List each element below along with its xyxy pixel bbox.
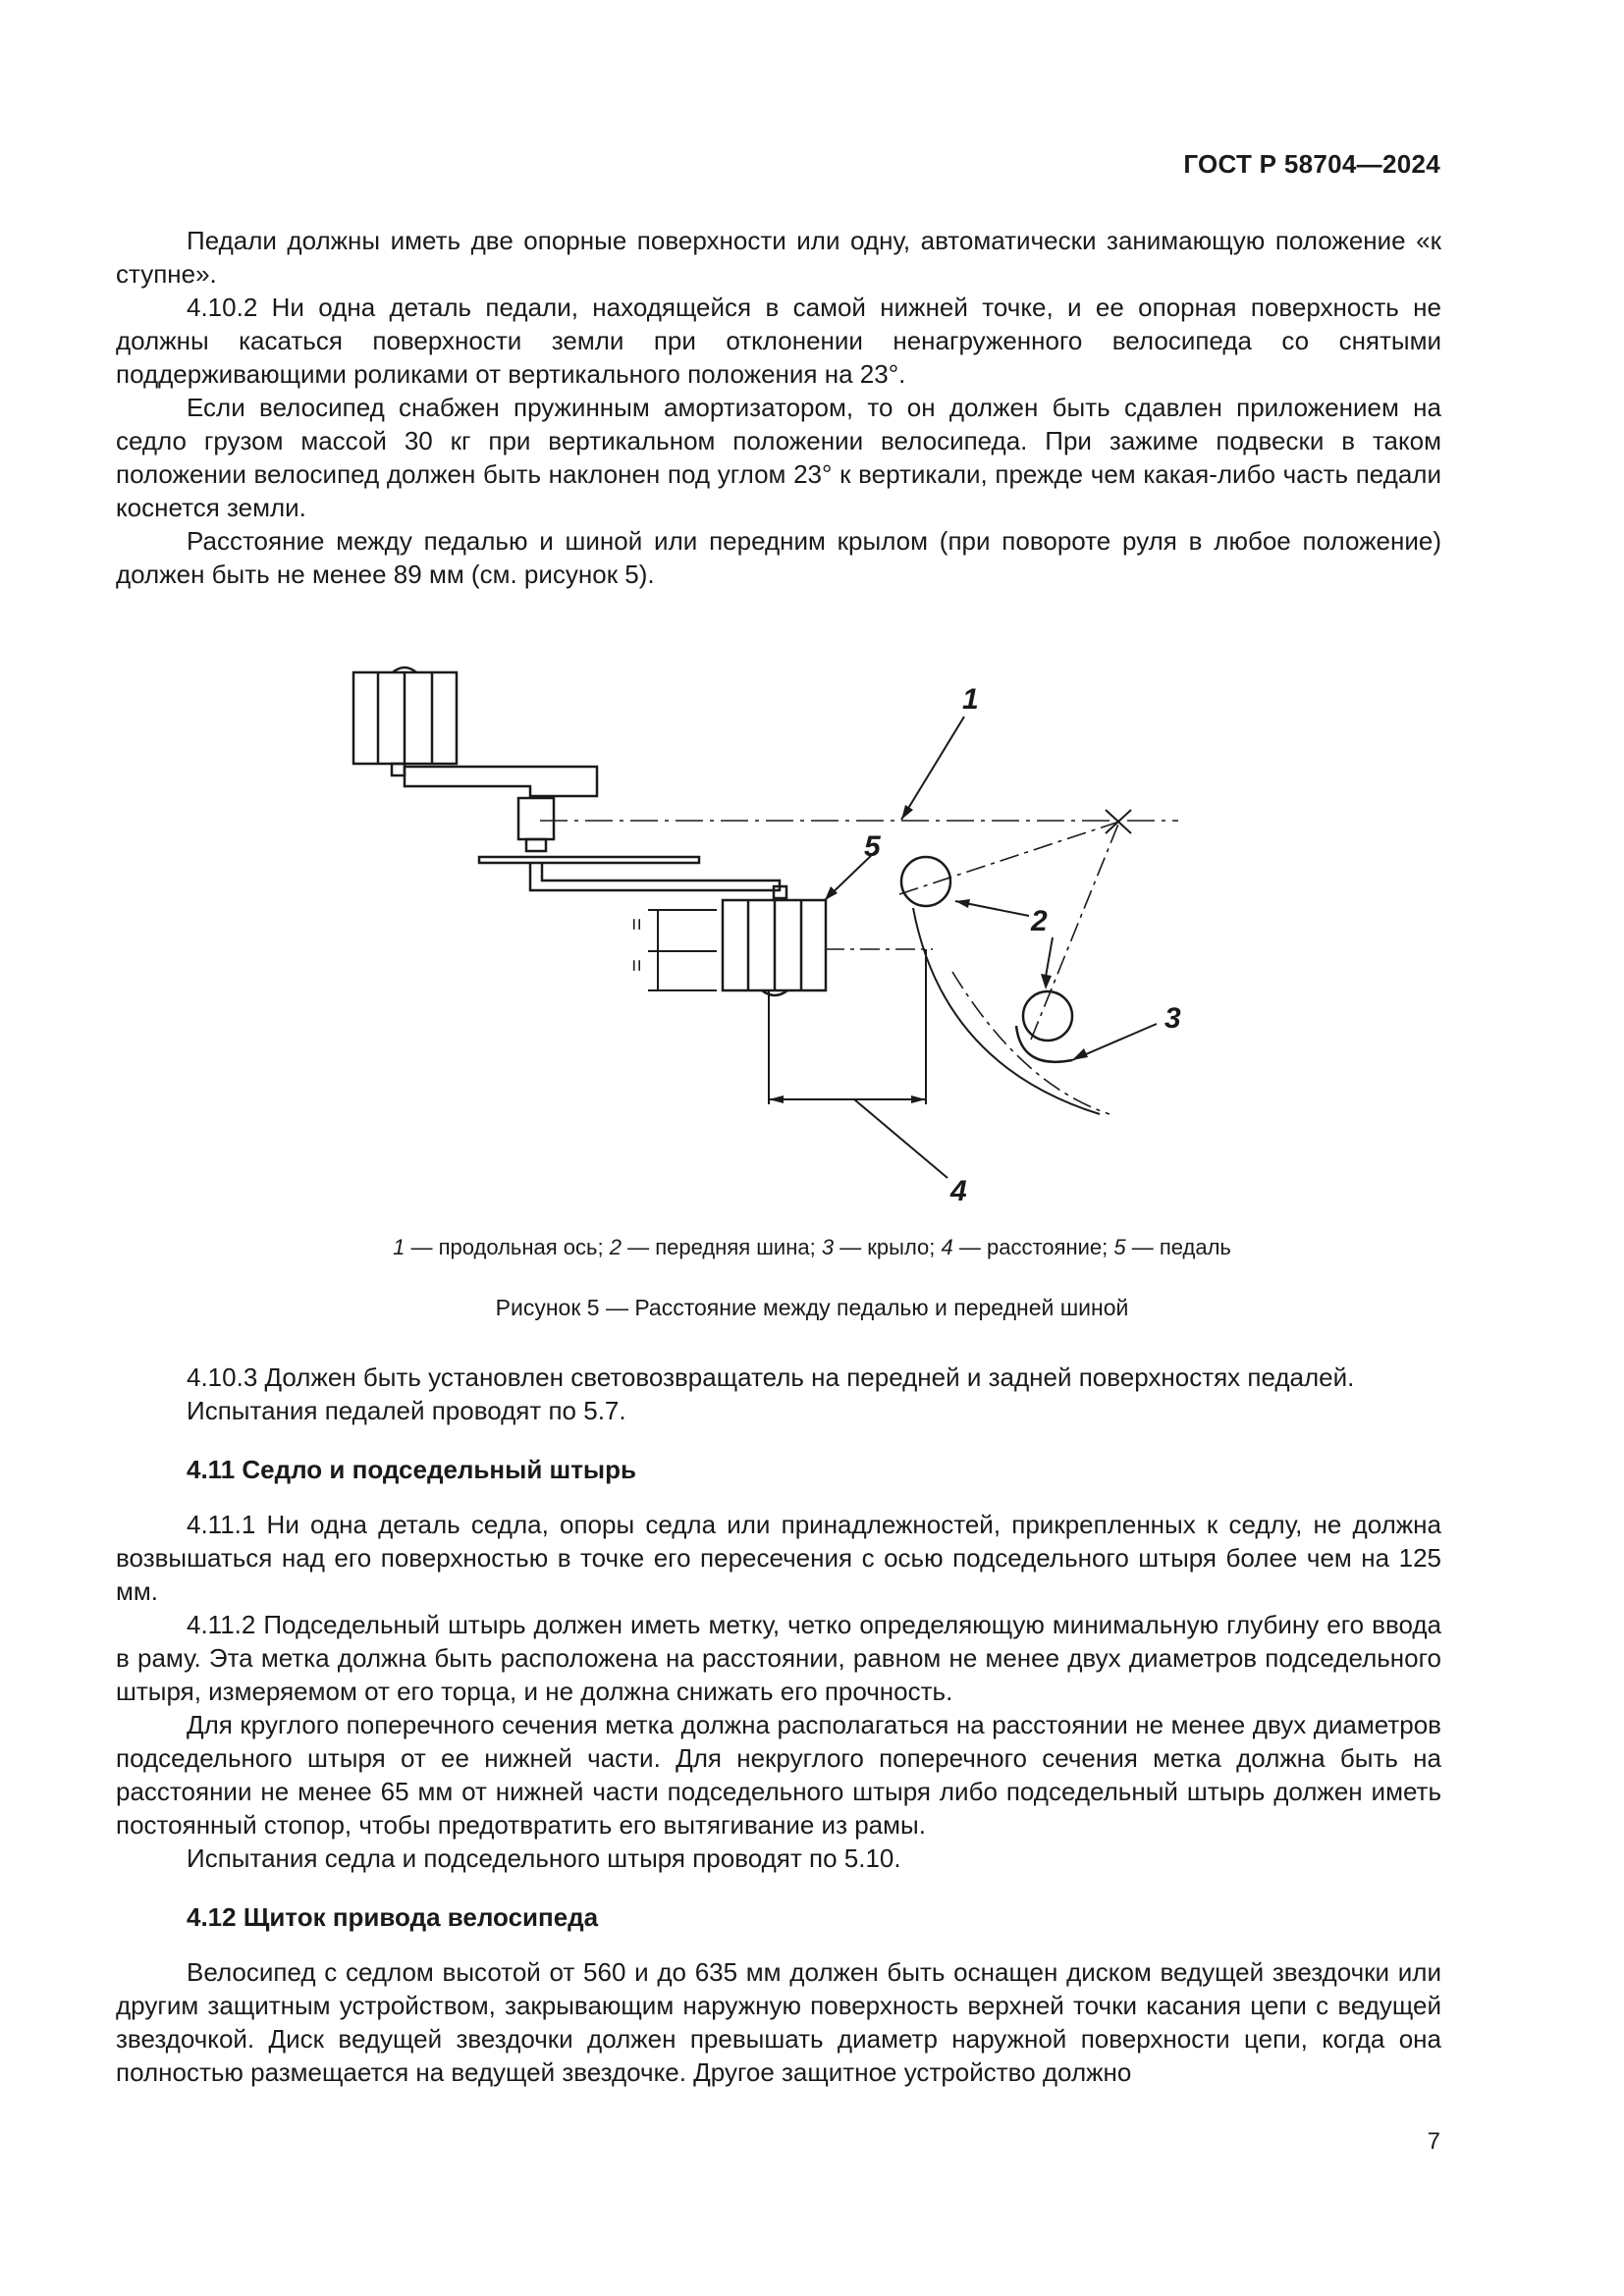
paragraph: Если велосипед снабжен пружинным амортизатором, то он должен быть сдавлен приложением на седло грузом массой 30 кг при вертикальном положении велосипеда. При зажиме подвески в таком положении велосипед должен быть наклонен под углом 23° к вертикали, прежде чем какая-либо часть педали коснется земли. — [116, 393, 1441, 522]
document-code: ГОСТ Р 58704—2024 — [1183, 149, 1440, 179]
paragraph: Для круглого поперечного сечения метка должна располагаться на расстоянии не менее двух диаметров подседельного штыря от ее нижней части. Для некруглого поперечного сечения метка должна быть на расстоянии не менее 65 мм от нижней части подседельного штыря либо подседельный штырь должен иметь постоянный стопор, чтобы предотвратить его вытягивание из рамы. — [116, 1710, 1441, 1840]
paragraph: 4.10.2 Ни одна деталь педали, находящейся в самой нижней точке, и ее опорная поверхность не должны касаться поверхности земли при отклонении ненагруженного велосипеда со снятыми поддерживающими роликами от вертикального положения на 23°. — [116, 293, 1441, 389]
paragraph: 4.10.3 Должен быть установлен световозвращатель на передней и задней поверхностях педалей. — [187, 1362, 1355, 1392]
paragraph: Испытания педалей проводят по 5.7. — [187, 1396, 626, 1425]
legend-number: 3 — [821, 1235, 835, 1259]
legend-number: 2 — [609, 1235, 622, 1259]
leader-4 — [854, 1099, 947, 1178]
legend-text: — передняя шина; — [621, 1235, 822, 1259]
figure-label-2: 2 — [1031, 905, 1048, 937]
paragraph: Педали должны иметь две опорные поверхности или одну, автоматически занимающую положение «к ступне». — [116, 226, 1441, 289]
text-block-top — [116, 224, 1441, 591]
arrowhead — [901, 805, 913, 820]
leader-1 — [901, 717, 964, 820]
spacer — [116, 1934, 1441, 1955]
figure-pedal-distance — [334, 653, 1247, 1222]
figure-legend — [0, 1235, 1624, 1260]
legend-text: — крыло; — [834, 1235, 942, 1259]
arrowhead — [955, 899, 970, 908]
figure-label-4: 4 — [950, 1175, 967, 1207]
text-block-bottom — [116, 1361, 1441, 2089]
legend-number: 1 — [393, 1235, 406, 1259]
upper-pedal-spindle — [392, 764, 405, 775]
paragraph: Испытания седла и подседельного штыря проводят по 5.10. — [187, 1843, 901, 1873]
arrowhead — [1041, 974, 1052, 989]
paragraph: 4.11.2 Подседельный штырь должен иметь метку, четко определяющую минимальную глубину его ввода в раму. Эта метка должна быть расположена на расстоянии, равном не менее двух диаметров подседельного штыря, измеряемом от его торца, и не должна снижать его прочность. — [116, 1610, 1441, 1706]
figure-label-5: 5 — [864, 830, 881, 863]
crank-hub-lower — [526, 839, 546, 851]
spacer — [116, 1875, 1441, 1900]
dim-tick: = — [624, 959, 649, 972]
section-heading-4-12: 4.12 Щиток привода велосипеда — [187, 1902, 599, 1932]
arrowhead — [911, 1095, 926, 1103]
figure-caption: Рисунок 5 — Расстояние между педалью и передней шиной — [495, 1295, 1129, 1320]
section-heading-4-11: 4.11 Седло и подседельный штырь — [187, 1455, 636, 1484]
paragraph: Расстояние между педалью и шиной или передним крылом (при повороте руля в любое положение) должен быть не менее 89 мм (см. рисунок 5). — [116, 526, 1441, 589]
tire-arc-centerline — [952, 972, 1110, 1114]
legend-number: 5 — [1113, 1235, 1126, 1259]
front-tire-upper — [901, 857, 950, 906]
leader-2b — [1046, 937, 1053, 977]
page-number: 7 — [1427, 2128, 1440, 2155]
legend-text: — педаль — [1125, 1235, 1231, 1259]
figure-label-1: 1 — [962, 683, 979, 716]
front-fender — [1016, 1026, 1072, 1062]
legend-text: — расстояние; — [952, 1235, 1114, 1259]
arrowhead — [1072, 1048, 1088, 1060]
upper-crank-arm — [405, 767, 597, 796]
chainring — [479, 857, 699, 863]
legend-text: — продольная ось; — [405, 1235, 610, 1259]
crank-hub — [518, 798, 554, 839]
lower-crank-arm — [530, 863, 780, 890]
dim-tick: = — [624, 918, 649, 931]
legend-number: 4 — [941, 1235, 953, 1259]
figure-label-3: 3 — [1164, 1002, 1181, 1035]
arrowhead — [769, 1095, 784, 1103]
spacer — [116, 1486, 1441, 1508]
spacer — [116, 1427, 1441, 1453]
paragraph: 4.11.1 Ни одна деталь седла, опоры седла или принадлежностей, прикрепленных к седлу, не должна возвышаться над его поверхностью в точке его пересечения с осью подседельного штыря более чем на 125 мм. — [116, 1510, 1441, 1606]
paragraph: Велосипед с седлом высотой от 560 и до 635 мм должен быть оснащен диском ведущей звездочки или другим защитным устройством, закрывающим наружную поверхность верхней точки касания цепи с ведущей звездочкой. Диск ведущей звездочки должен превышать диаметр наружной поверхности цепи, когда она полностью размещается на ведущей звездочке. Другое защитное устройство должно — [116, 1957, 1441, 2087]
